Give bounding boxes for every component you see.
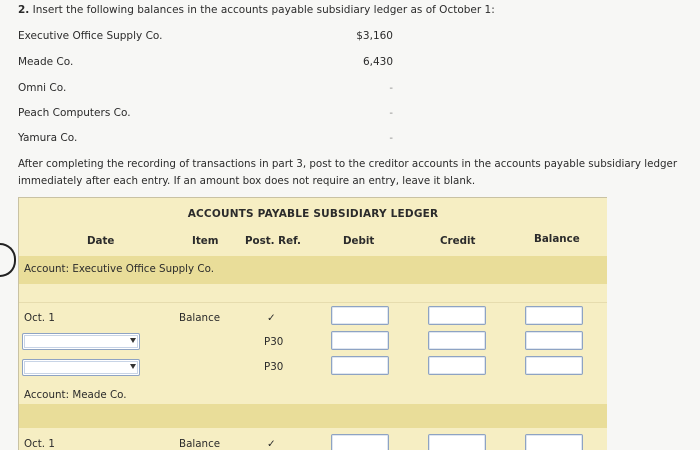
debit-input-executive-1[interactable]	[331, 306, 389, 325]
credit-input-executive-1[interactable]	[428, 306, 486, 325]
row-item-meade-1: Balance	[179, 438, 221, 450]
header-post-ref: Post. Ref.	[245, 235, 301, 247]
ledger-title: ACCOUNTS PAYABLE SUBSIDIARY LEDGER	[187, 208, 439, 220]
balance-name-omni: Omni Co.	[18, 82, 67, 94]
accounts-payable-ledger	[18, 197, 607, 450]
credit-input-executive-2[interactable]	[428, 331, 486, 350]
date-select-executive-3[interactable]	[22, 359, 140, 376]
checkmark-icon: ✓	[267, 312, 276, 324]
date-select-executive-2[interactable]	[22, 333, 140, 350]
balance-input-meade-1[interactable]	[525, 434, 583, 450]
focus-marker-icon	[0, 243, 16, 277]
question-title	[18, 4, 495, 16]
header-credit: Credit	[440, 235, 476, 247]
balance-name-peach: Peach Computers Co.	[18, 107, 131, 119]
row-item-executive-1: Balance	[179, 312, 221, 324]
instructions-text: After completing the recording of transactions in part 3, post to the creditor accounts in the accounts payable subsidiary ledger immediately after each entry. If an amount box does not require an entry, leave it blank.	[18, 158, 678, 187]
credit-input-executive-3[interactable]	[428, 356, 486, 375]
question-text: Insert the following balances in the accounts payable subsidiary ledger as of October 1:	[32, 4, 495, 16]
account-label-executive: Account: Executive Office Supply Co.	[24, 263, 214, 275]
row-postref-executive-3: P30	[264, 361, 284, 373]
balance-input-executive-3[interactable]	[525, 356, 583, 375]
date-select-inner	[24, 361, 138, 374]
account-band-executive	[19, 256, 607, 284]
balance-name-yamura: Yamura Co.	[18, 132, 78, 144]
row-postref-executive-2: P30	[264, 336, 284, 348]
credit-input-meade-1[interactable]	[428, 434, 486, 450]
debit-input-meade-1[interactable]	[331, 434, 389, 450]
checkmark-icon: ✓	[267, 438, 276, 450]
balance-name-meade: Meade Co.	[18, 56, 74, 68]
row-date-meade-1: Oct. 1	[24, 438, 55, 450]
header-date: Date	[87, 235, 115, 247]
debit-input-executive-2[interactable]	[331, 331, 389, 350]
header-balance: Balance	[534, 233, 580, 245]
row-date-executive-1: Oct. 1	[24, 312, 55, 324]
chevron-down-icon	[130, 364, 136, 369]
balance-amount-executive: $3,160	[356, 30, 393, 42]
question-number: 2.	[18, 4, 30, 16]
balance-input-executive-2[interactable]	[525, 331, 583, 350]
balance-input-executive-1[interactable]	[525, 306, 583, 325]
chevron-down-icon	[130, 338, 136, 343]
balance-name-executive: Executive Office Supply Co.	[18, 30, 163, 42]
balance-amount-yamura: -	[389, 133, 393, 144]
debit-input-executive-3[interactable]	[331, 356, 389, 375]
balance-amount-peach: -	[389, 108, 393, 119]
account-label-meade: Account: Meade Co.	[24, 389, 127, 401]
header-debit: Debit	[343, 235, 375, 247]
header-item: Item	[192, 235, 219, 247]
balance-amount-meade: 6,430	[362, 56, 393, 68]
row-divider	[19, 302, 607, 303]
date-select-inner	[24, 335, 138, 348]
account-band-meade	[19, 404, 607, 428]
balance-amount-omni: -	[389, 83, 393, 94]
